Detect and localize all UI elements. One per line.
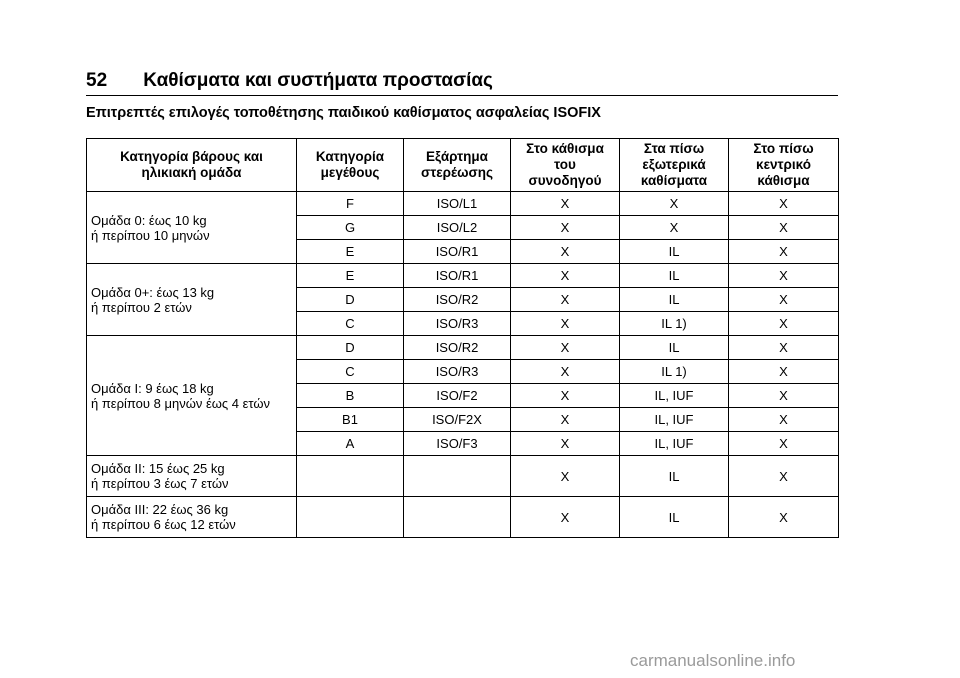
chapter-title: Καθίσματα και συστήματα προστασίας <box>143 70 493 91</box>
group-label-line: ή περίπου 3 έως 7 ετών <box>91 476 229 491</box>
table-cell: X <box>729 312 839 336</box>
column-header <box>297 139 404 192</box>
page-header <box>86 70 493 92</box>
column-header <box>729 139 839 192</box>
column-header-line: Εξάρτημα <box>426 149 488 164</box>
table-cell: B1 <box>297 408 404 432</box>
column-header <box>511 139 620 192</box>
group-label-line: ή περίπου 8 μηνών έως 4 ετών <box>91 395 271 411</box>
table-header-row <box>87 139 839 192</box>
table-cell: X <box>729 384 839 408</box>
group-label-line: ή περίπου 10 μηνών <box>91 227 210 243</box>
table-cell: X <box>511 240 620 264</box>
table-cell: IL <box>620 336 729 360</box>
table-cell: X <box>729 432 839 456</box>
column-header-line: του <box>554 157 576 172</box>
table-cell <box>297 456 404 497</box>
table-cell: X <box>511 192 620 216</box>
column-header-line: Στο πίσω <box>753 141 814 156</box>
column-header-line: συνοδηγού <box>528 173 602 188</box>
table-cell: X <box>511 384 620 408</box>
table-cell: X <box>620 216 729 240</box>
table-cell: X <box>729 288 839 312</box>
column-header-line: κάθισμα <box>757 173 810 188</box>
table-cell: ISO/L2 <box>404 216 511 240</box>
table-cell: G <box>297 216 404 240</box>
table-cell: X <box>511 497 620 538</box>
table-cell: X <box>511 408 620 432</box>
column-header <box>404 139 511 192</box>
table-cell: X <box>511 312 620 336</box>
table-cell: X <box>511 264 620 288</box>
group-label-line: Ομάδα I: 9 έως 18 kg <box>91 380 214 396</box>
isofix-table <box>86 138 839 538</box>
table-cell: ISO/R1 <box>404 240 511 264</box>
group-label-cell <box>87 192 297 264</box>
table-cell: D <box>297 336 404 360</box>
table-cell: IL <box>620 288 729 312</box>
table-cell: X <box>511 288 620 312</box>
column-header-line: εξωτερικά <box>642 157 706 172</box>
page-number: 52 <box>86 70 108 91</box>
table-cell: X <box>511 456 620 497</box>
table-cell: B <box>297 384 404 408</box>
group-label-line: Ομάδα III: 22 έως 36 kg <box>91 502 229 517</box>
table-cell: X <box>511 216 620 240</box>
table-cell: ISO/R2 <box>404 288 511 312</box>
table-cell: ISO/L1 <box>404 192 511 216</box>
table-cell: X <box>729 336 839 360</box>
table-cell: X <box>620 192 729 216</box>
table-cell <box>404 497 511 538</box>
group-label-line: Ομάδα 0: έως 10 kg <box>91 212 207 228</box>
header-rule <box>86 95 838 96</box>
column-header-line: καθίσματα <box>640 173 708 188</box>
column-header-line: Κατηγορία βάρους και <box>120 149 263 164</box>
column-header-line: Κατηγορία <box>315 149 385 164</box>
table-row <box>87 192 839 216</box>
group-label-line: ή περίπου 6 έως 12 ετών <box>91 517 236 532</box>
column-header-line: ηλικιακή ομάδα <box>141 165 242 180</box>
table-cell: IL <box>620 264 729 288</box>
column-header <box>620 139 729 192</box>
table-cell <box>297 497 404 538</box>
table-cell: X <box>729 264 839 288</box>
table-cell: C <box>297 360 404 384</box>
table-cell: E <box>297 240 404 264</box>
table-cell <box>404 456 511 497</box>
column-header-line: στερέωσης <box>420 165 493 180</box>
table-row <box>87 264 839 288</box>
table-cell: IL 1) <box>620 312 729 336</box>
table-cell: X <box>511 360 620 384</box>
watermark: carmanualsonline.info <box>630 651 796 670</box>
section-title: Επιτρεπτές επιλογές τοποθέτησης παιδικού καθίσματος ασφαλείας ISOFIX <box>86 105 601 121</box>
column-header-line: μεγέθους <box>320 165 380 180</box>
table-row <box>87 336 839 360</box>
table-cell: X <box>729 192 839 216</box>
table-cell: ISO/R3 <box>404 312 511 336</box>
table-cell: E <box>297 264 404 288</box>
group-label-cell <box>87 456 297 497</box>
column-header-line: Στο κάθισμα <box>526 141 604 156</box>
table-cell: IL <box>620 456 729 497</box>
group-label-line: Ομάδα II: 15 έως 25 kg <box>91 461 225 476</box>
table-cell: IL <box>620 497 729 538</box>
table-cell: IL, IUF <box>620 432 729 456</box>
table-cell: ISO/R3 <box>404 360 511 384</box>
table-cell: C <box>297 312 404 336</box>
table-cell: ISO/F3 <box>404 432 511 456</box>
group-label-line: Ομάδα 0+: έως 13 kg <box>91 284 215 300</box>
table-cell: X <box>729 408 839 432</box>
table-cell: X <box>729 456 839 497</box>
table-cell: ISO/F2X <box>404 408 511 432</box>
column-header-line: Στα πίσω <box>643 141 705 156</box>
group-label-cell <box>87 264 297 336</box>
table-row <box>87 456 839 497</box>
column-header <box>87 139 297 192</box>
table-cell: F <box>297 192 404 216</box>
table-cell: IL, IUF <box>620 384 729 408</box>
table-body <box>87 192 839 538</box>
table-cell: IL 1) <box>620 360 729 384</box>
group-label-line: ή περίπου 2 ετών <box>91 299 192 315</box>
table-cell: ISO/R1 <box>404 264 511 288</box>
table-row <box>87 497 839 538</box>
table-cell: ISO/F2 <box>404 384 511 408</box>
table-cell: IL <box>620 240 729 264</box>
table-cell: X <box>729 216 839 240</box>
table-cell: D <box>297 288 404 312</box>
table-cell: A <box>297 432 404 456</box>
column-header-line: κεντρικό <box>756 157 811 172</box>
group-label-cell <box>87 336 297 456</box>
table-cell: ISO/R2 <box>404 336 511 360</box>
group-label-cell <box>87 497 297 538</box>
table-cell: X <box>729 497 839 538</box>
table-cell: X <box>511 336 620 360</box>
table-cell: X <box>729 240 839 264</box>
table-cell: X <box>729 360 839 384</box>
table-cell: IL, IUF <box>620 408 729 432</box>
table-cell: X <box>511 432 620 456</box>
